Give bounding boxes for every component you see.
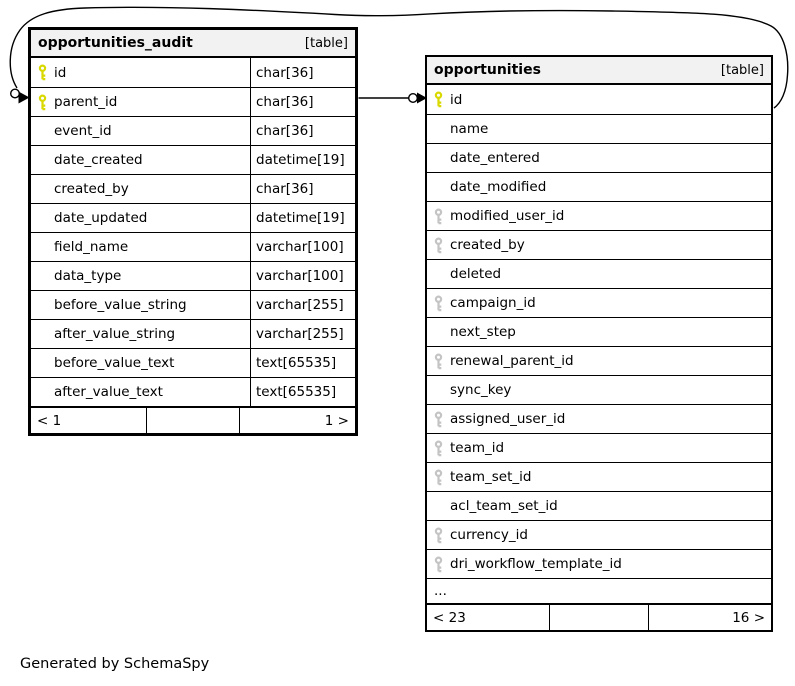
table-header[interactable]: [31, 30, 355, 58]
table-name: opportunities_audit: [38, 35, 193, 51]
column-name: parent_id: [54, 94, 118, 110]
column-name: team_set_id: [450, 469, 532, 485]
column-row: [31, 203, 355, 232]
table-type-badge: [table]: [720, 62, 764, 78]
footer-children-count: < 1: [37, 412, 62, 429]
column-type: varchar[100]: [250, 262, 355, 290]
column-name: acl_team_set_id: [450, 498, 558, 514]
column-row: [427, 317, 771, 346]
reference-key-icon: [427, 208, 450, 225]
column-name: after_value_string: [54, 326, 176, 342]
generator-caption: Generated by SchemaSpy: [20, 656, 210, 672]
column-name: assigned_user_id: [450, 411, 566, 427]
column-rows: [427, 85, 771, 578]
column-name: date_entered: [450, 150, 540, 166]
column-type: char[36]: [250, 88, 355, 116]
column-name: date_created: [54, 152, 143, 168]
column-name: name: [450, 121, 489, 137]
column-row: [31, 116, 355, 145]
column-row: [31, 87, 355, 116]
column-name: modified_user_id: [450, 208, 565, 224]
column-row: [31, 261, 355, 290]
column-type: char[36]: [250, 117, 355, 145]
relation-circle-icon: [11, 89, 20, 98]
column-row: [31, 145, 355, 174]
column-type: datetime[19]: [250, 204, 355, 232]
column-row: [427, 201, 771, 230]
footer-parents-count: 16 >: [732, 609, 765, 626]
column-type: char[36]: [250, 175, 355, 203]
column-name: renewal_parent_id: [450, 353, 574, 369]
column-name: dri_workflow_template_id: [450, 556, 622, 572]
more-columns-row: ...: [427, 578, 771, 603]
column-type: datetime[19]: [250, 146, 355, 174]
column-row: [427, 85, 771, 114]
reference-key-icon: [427, 527, 450, 544]
table-name: opportunities: [434, 62, 541, 78]
footer-spacer: [146, 408, 240, 433]
column-name: created_by: [54, 181, 129, 197]
column-name: id: [450, 91, 463, 108]
reference-key-icon: [427, 440, 450, 457]
column-type: varchar[255]: [250, 291, 355, 319]
column-row: [427, 346, 771, 375]
column-type: char[36]: [250, 58, 355, 87]
column-row: [427, 172, 771, 201]
column-name: field_name: [54, 239, 129, 255]
column-row: [427, 520, 771, 549]
column-row: [31, 319, 355, 348]
reference-key-icon: [427, 237, 450, 254]
column-name: created_by: [450, 237, 525, 253]
table-opportunities[interactable]: [425, 55, 773, 632]
footer-children-count: < 23: [433, 609, 466, 626]
table-type-badge: [table]: [304, 35, 348, 51]
column-type: varchar[255]: [250, 320, 355, 348]
column-type: varchar[100]: [250, 233, 355, 261]
column-row: [31, 290, 355, 319]
column-name: team_id: [450, 440, 505, 456]
column-row: [31, 58, 355, 87]
column-row: [427, 288, 771, 317]
table-opportunities-audit[interactable]: [28, 27, 358, 436]
column-rows: [31, 58, 355, 406]
column-name: date_modified: [450, 179, 547, 195]
column-row: [427, 114, 771, 143]
column-row: [427, 491, 771, 520]
column-row: [427, 230, 771, 259]
column-row: [427, 259, 771, 288]
column-name: deleted: [450, 266, 502, 282]
primary-key-icon: [427, 91, 450, 108]
column-row: [31, 348, 355, 377]
column-row: [427, 462, 771, 491]
column-name: next_step: [450, 324, 516, 340]
column-name: campaign_id: [450, 295, 536, 311]
column-name: before_value_text: [54, 355, 175, 371]
column-name: after_value_text: [54, 384, 163, 400]
column-name: currency_id: [450, 527, 528, 543]
reference-key-icon: [427, 411, 450, 428]
primary-key-icon: [31, 94, 54, 111]
column-name: date_updated: [54, 210, 148, 226]
table-header[interactable]: [427, 57, 771, 85]
reference-key-icon: [427, 353, 450, 370]
column-name: before_value_string: [54, 297, 187, 313]
footer-parents-count: 1 >: [324, 412, 349, 429]
column-row: [31, 377, 355, 406]
reference-key-icon: [427, 556, 450, 573]
relation-circle-icon: [409, 94, 418, 103]
column-type: text[65535]: [250, 378, 355, 406]
column-row: [427, 549, 771, 578]
column-type: text[65535]: [250, 349, 355, 377]
column-row: [427, 375, 771, 404]
column-name: event_id: [54, 123, 112, 139]
column-row: [427, 433, 771, 462]
column-row: [427, 143, 771, 172]
table-footer: [31, 406, 355, 433]
footer-spacer: [549, 605, 649, 630]
reference-key-icon: [427, 469, 450, 486]
column-row: [427, 404, 771, 433]
reference-key-icon: [427, 295, 450, 312]
column-row: [31, 232, 355, 261]
column-name: data_type: [54, 268, 122, 284]
column-name: id: [54, 64, 67, 81]
primary-key-icon: [31, 64, 54, 81]
column-name: sync_key: [450, 382, 512, 398]
column-row: [31, 174, 355, 203]
table-footer: [427, 603, 771, 630]
